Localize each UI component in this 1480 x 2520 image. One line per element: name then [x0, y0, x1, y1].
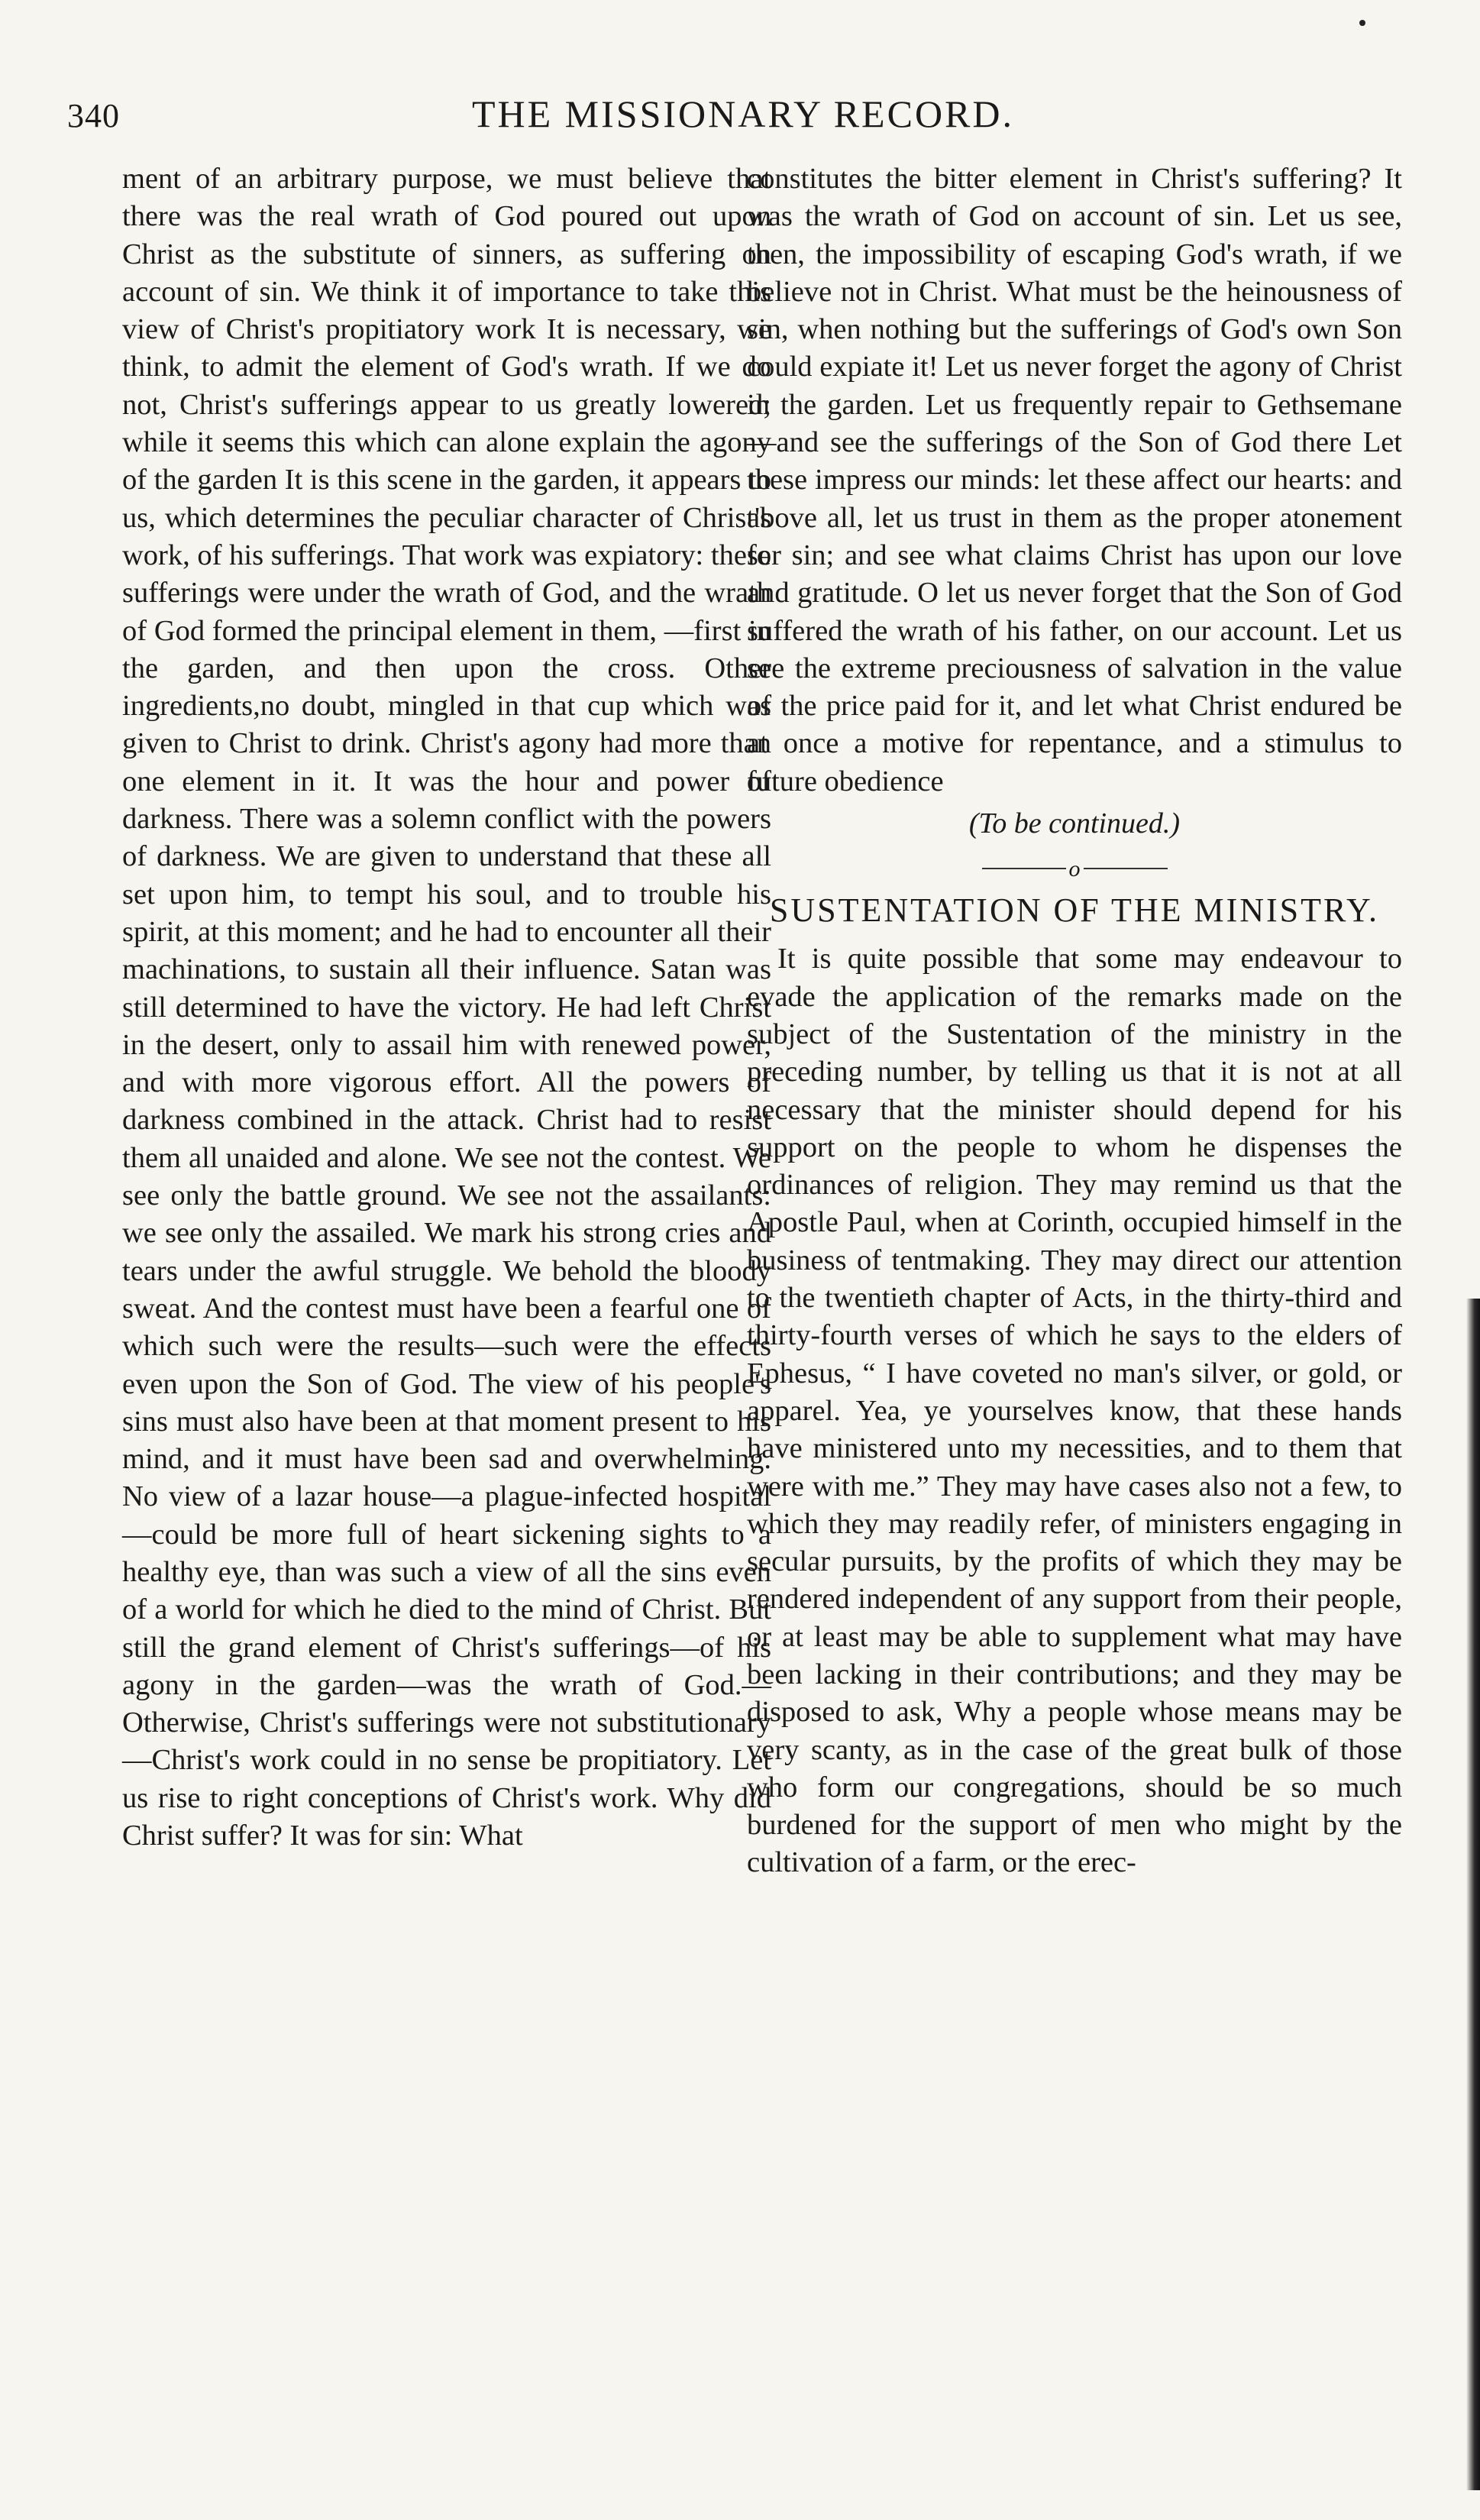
section-body-text: It is quite possible that some may endeavour to evade the application of the remarks made on the subject of the Sustentation of the ministry in the preceding number, by telling us that it is not at all necessary that the minister should depend for his support on the people to whom he dispenses the ordinances of religion. They may remind us that the Apostle Paul, when at Corinth, occupied himself in the business of tentmaking. They may direct our attention to the twentieth chapter of Acts, in the thirty-third and thirty-fourth verses of which he says to the elders of Ephesus, “ I have coveted no man's silver, or gold, or apparel. Yea, ye yourselves know, that these hands have ministered unto my necessities, and to them that were with me.” They may have cases also not a few, to which they may readily refer, of ministers engaging in secular pursuits, by the profits of which they may be rendered independent of any support from their people, or at least may be able to supplement what may have been lacking in their contributions; and they may be disposed to ask, Why a people whose means may be very scanty, as in the case of the great bulk of those who form our congregations, should be so much burdened for the support of men who might by the cultivation of a farm, or the erec-: [747, 943, 1402, 1879]
left-column: [122, 160, 771, 1855]
page-number: 340: [67, 97, 120, 134]
to-be-continued-note: (To be continued.): [968, 807, 1181, 840]
section-divider: [747, 853, 1402, 884]
left-column-text: ment of an arbitrary purpose, we must believe that there was the real wrath of God poured out upon Christ as the substitute of sinners, as suffering on account of sin. We think it of importance to take this view of Christ's propitiatory work It is necessary, we think, to admit the element of God's wrath. If we do not, Christ's sufferings appear to us greatly lowered; while it seems this which can alone explain the agony of the garden It is this scene in the garden, it appears to us, which determines the peculiar character of Christ's work, of his sufferings. That work was expiatory: these sufferings were under the wrath of God, and the wrath of God formed the principal element in them, —first in the garden, and then upon the cross. Other ingredients,no doubt, mingled in that cup which was given to Christ to drink. Christ's agony had more than one element in it. It was the hour and power of darkness. There was a solemn conflict with the powers of darkness. We are given to understand that these all set upon him, to tempt his soul, and to trouble his spirit, at this moment; and he had to encounter all their machinations, to sustain all their influence. Satan was still determined to have the victory. He had left Christ in the desert, only to assail him with renewed power, and with more vigorous effort. All the powers of darkness combined in the attack. Christ had to resist them all unaided and alone. We see not the contest. We see only the battle ground. We see not the assailants: we see only the assailed. We mark his strong cries and tears under the awful struggle. We behold the bloody sweat. And the contest must have been a fearful one of which such were the results—such were the effects even upon the Son of God. The view of his people's sins must also have been at that moment present to his mind, and it must have been sad and overwhelming. No view of a lazar house—a plague-infected hospital—could be more full of heart sickening sights to a healthy eye, than was such a view of all the sins even of a world for which he died to the mind of Christ. But still the grand element of Christ's sufferings—of his agony in the garden—was the wrath of God.—Otherwise, Christ's sufferings were not substitutionary—Christ's work could in no sense be propitiatory. Let us rise to right conceptions of Christ's work. Why did Christ suffer? It was for sin: What: [122, 163, 771, 1852]
divider-glyph: o: [1068, 856, 1081, 882]
running-title: THE MISSIONARY RECORD.: [471, 92, 1015, 135]
page-edge-shadow: [1466, 1299, 1480, 2490]
ink-mark: [1359, 20, 1365, 26]
page-header: [67, 92, 1419, 145]
divider-line-left: [982, 868, 1066, 869]
section-title: SUSTENTATION OF THE MINISTRY.: [769, 891, 1380, 930]
right-column: [747, 160, 1402, 1882]
continued-article-text: constitutes the bitter element in Christ's suffering? It was the wrath of God on account of sin. Let us see, then, the impossibility of escaping God's wrath, if we believe not in Christ. What must be the heinousness of sin, when nothing but the sufferings of God's own Son could expiate it! Let us never forget the agony of Christ in the garden. Let us frequently repair to Gethsemane—and see the sufferings of the Son of God there Let these impress our minds: let these affect our hearts: and above all, let us trust in them as the proper atonement for sin; and see what claims Christ has upon our love and gratitude. O let us never forget that the Son of God suffered the wrath of his father, on our account. Let us see the extreme preciousness of salvation in the value of the price paid for it, and let what Christ endured be at once a motive for repentance, and a stimulus to future obedience: [747, 163, 1402, 797]
divider-line-right: [1084, 868, 1168, 869]
